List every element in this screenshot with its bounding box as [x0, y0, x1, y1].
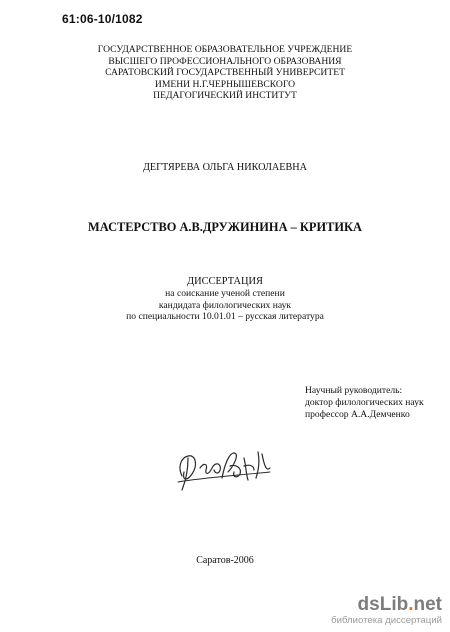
watermark-subtitle: библиотека диссертаций — [331, 615, 442, 626]
supervisor-line: доктор филологических наук — [305, 397, 424, 409]
supervisor-line: профессор А.А.Демченко — [305, 409, 410, 421]
logo-tld: net — [413, 594, 442, 615]
institution-header — [0, 44, 450, 102]
dissertation-heading: ДИССЕРТАЦИЯ — [187, 276, 263, 287]
institution-line: ИМЕНИ Н.Г.ЧЕРНЫШЕВСКОГО — [154, 78, 296, 90]
supervisor-block — [305, 385, 424, 422]
signature-icon — [170, 438, 290, 498]
author-name: ДЕГТЯРЕВА ОЛЬГА НИКОЛАЕВНА — [142, 162, 308, 173]
dslib-watermark — [331, 594, 442, 626]
dissertation-line: на соискание ученой степени — [165, 288, 285, 299]
logo-dot: . — [408, 594, 414, 615]
dissertation-line: кандидата филологических наук — [158, 299, 292, 311]
institution-line: ПЕДАГОГИЧЕСКИЙ ИНСТИТУТ — [153, 90, 297, 101]
institution-line: ГОСУДАРСТВЕННОЕ ОБРАЗОВАТЕЛЬНОЕ УЧРЕЖДЕНИЕ — [97, 44, 353, 55]
institution-line: ВЫСШЕГО ПРОФЕССИОНАЛЬНОГО ОБРАЗОВАНИЯ — [108, 55, 342, 67]
catalog-code: 61:06-10/1082 — [62, 12, 143, 26]
dissertation-title: МАСТЕРСТВО А.В.ДРУЖИНИНА – КРИТИКА — [88, 220, 362, 234]
institution-line: САРАТОВСКИЙ ГОСУДАРСТВЕННЫЙ УНИВЕРСИТЕТ — [105, 67, 345, 78]
city-year: Саратов-2006 — [196, 555, 254, 566]
dissertation-info — [0, 275, 450, 323]
dissertation-line: по специальности 10.01.01 – русская литература — [126, 311, 324, 322]
supervisor-line: Научный руководитель: — [305, 385, 403, 396]
dslib-logo — [331, 594, 442, 615]
logo-main: dsLib — [357, 594, 409, 615]
